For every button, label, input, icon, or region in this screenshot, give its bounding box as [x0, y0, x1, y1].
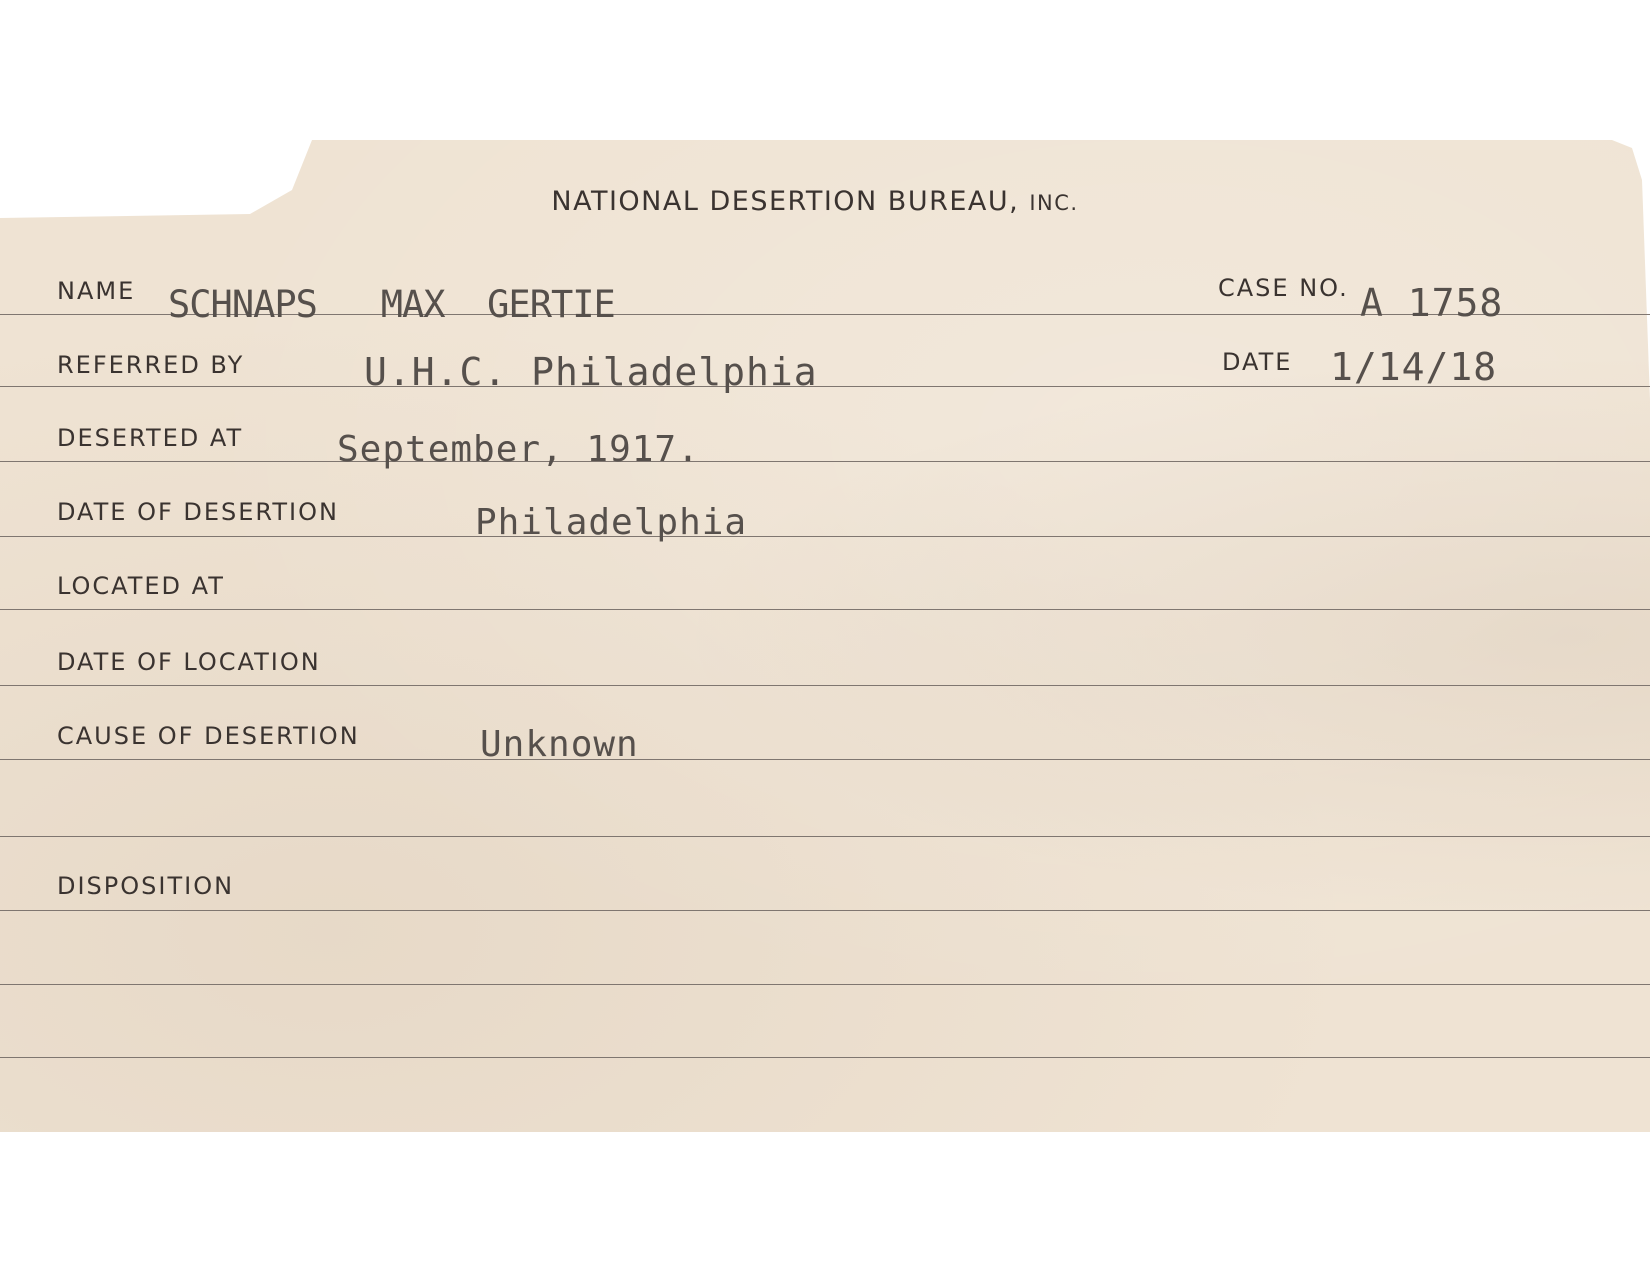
rule-line — [0, 461, 1650, 462]
date-of-desertion-value: Philadelphia — [475, 502, 748, 543]
rule-line — [0, 1057, 1650, 1058]
rule-line — [0, 836, 1650, 837]
deserted-at-value: September, 1917. — [337, 429, 700, 470]
date-value: 1/14/18 — [1330, 345, 1498, 389]
card-title-main: NATIONAL DESERTION BUREAU, — [551, 186, 1020, 217]
rule-line — [0, 910, 1650, 911]
name-value: SCHNAPS MAX GERTIE — [168, 283, 615, 326]
cause-of-desertion-value: Unknown — [480, 724, 639, 765]
referred-by-value: U.H.C. Philadelphia — [364, 350, 818, 394]
referred-by-label: REFERRED BY — [57, 351, 245, 379]
case-no-value: A 1758 — [1360, 281, 1504, 325]
disposition-label: DISPOSITION — [57, 872, 235, 900]
card-title — [0, 186, 1640, 217]
located-at-label: LOCATED AT — [57, 572, 225, 600]
cause-of-desertion-label: CAUSE OF DESERTION — [57, 722, 360, 750]
rule-line — [0, 759, 1650, 760]
name-label: NAME — [57, 277, 136, 305]
case-no-label: CASE NO. — [1218, 274, 1349, 302]
deserted-at-label: DESERTED AT — [57, 424, 244, 452]
rule-line — [0, 609, 1650, 610]
date-of-desertion-label: DATE OF DESERTION — [57, 498, 339, 526]
date-label: DATE — [1222, 348, 1293, 376]
date-of-location-label: DATE OF LOCATION — [57, 648, 321, 676]
rule-line — [0, 984, 1650, 985]
rule-line — [0, 685, 1650, 686]
rule-line — [0, 536, 1650, 537]
card-title-suffix: INC. — [1029, 191, 1079, 215]
